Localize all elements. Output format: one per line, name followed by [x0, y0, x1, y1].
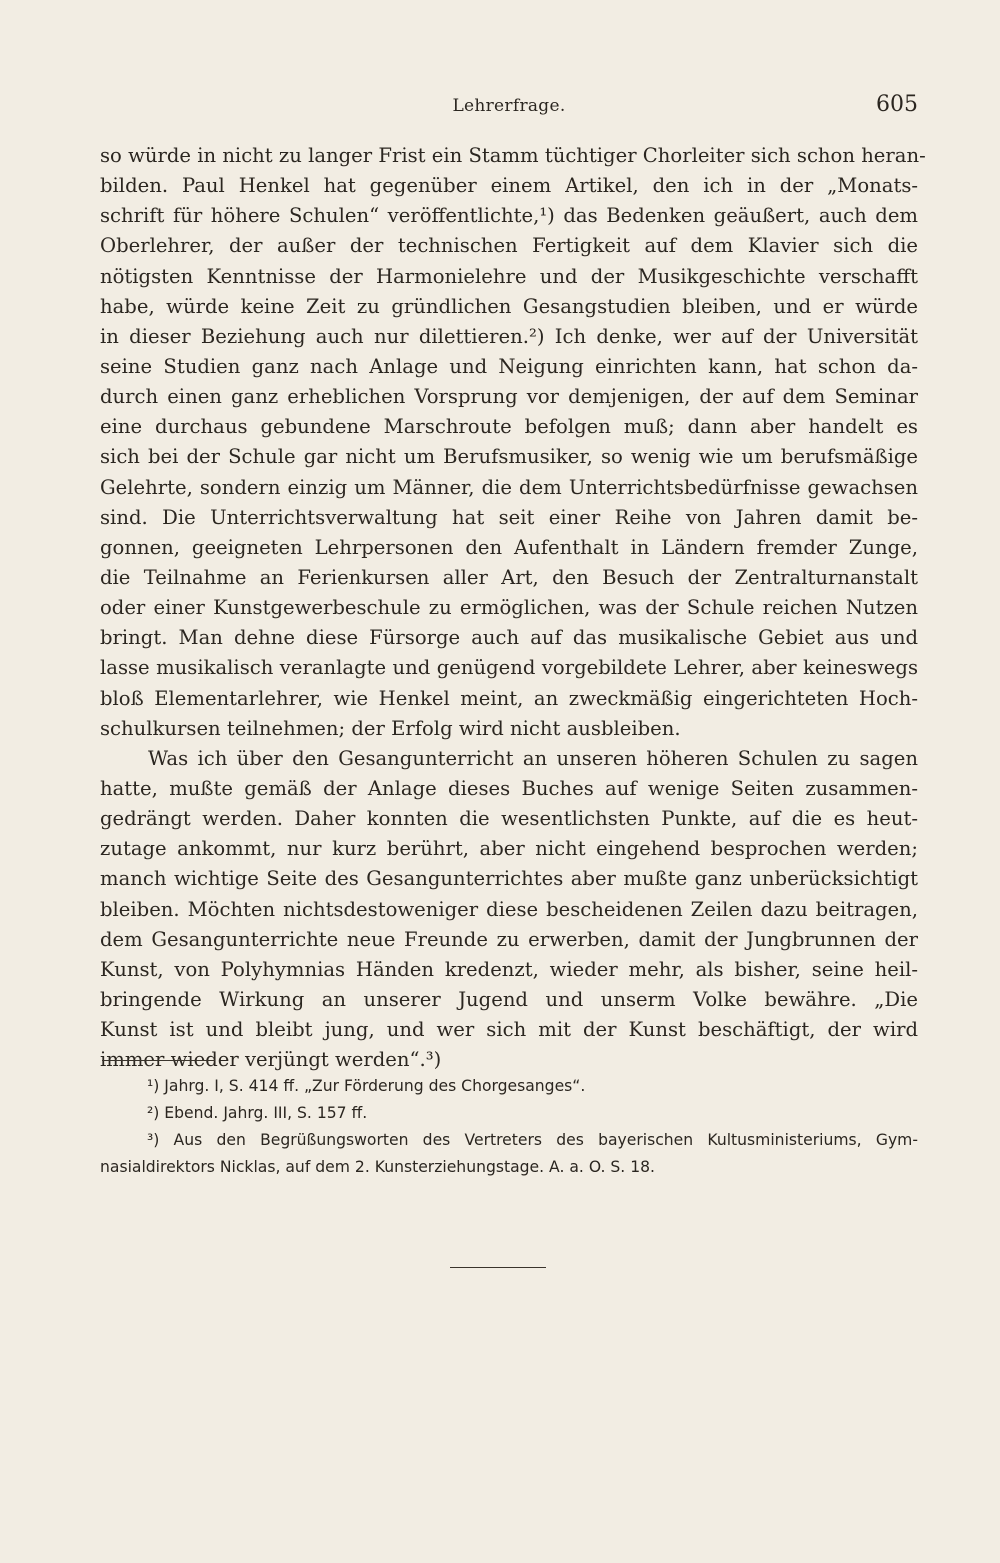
- footnote-3-continuation: nasialdirektors Nicklas, auf dem 2. Kunsterziehungstage. A. a. O. S. 18.: [100, 1158, 656, 1176]
- body-line: oder einer Kunstgewerbeschule zu ermöglichen, was der Schule reichen Nutzen: [100, 596, 918, 620]
- body-line: die Teilnahme an Ferienkursen aller Art, den Besuch der Zentralturnanstalt: [100, 565, 918, 589]
- body-line: bilden. Paul Henkel hat gegenüber einem Artikel, den ich in der „Monats-: [100, 174, 918, 198]
- footnote-separator: [102, 1060, 215, 1061]
- body-line: durch einen ganz erheblichen Vorsprung vor demjenigen, der auf dem Seminar: [100, 385, 918, 409]
- body-line: gedrängt werden. Daher konnten die wesentlichsten Punkte, auf die es heut-: [100, 807, 918, 831]
- paragraph-end-line: schulkursen teilnehmen; der Erfolg wird nicht ausbleiben.: [100, 716, 681, 740]
- body-line: sind. Die Unterrichtsverwaltung hat seit einer Reihe von Jahren damit be-: [100, 505, 918, 529]
- body-text: [100, 141, 926, 1075]
- body-line: Gelehrte, sondern einzig um Männer, die dem Unterrichtsbedürfnisse gewachsen: [100, 475, 918, 499]
- body-line: Kunst ist und bleibt jung, und wer sich mit der Kunst beschäftigt, der wird: [100, 1018, 918, 1042]
- body-line: eine durchaus gebundene Marschroute befolgen muß; dann aber handelt es: [100, 415, 918, 439]
- footnote-3: ³) Aus den Begrüßungsworten des Vertreters des bayerischen Kultusministeriums, Gym-: [147, 1131, 918, 1149]
- body-line: manch wichtige Seite des Gesangunterrichtes aber mußte ganz unberücksichtigt: [100, 867, 918, 891]
- body-line: lasse musikalisch veranlagte und genügend vorgebildete Lehrer, aber keineswegs: [100, 656, 918, 680]
- body-line: so würde in nicht zu langer Frist ein Stamm tüchtiger Chorleiter sich schon heran-: [100, 144, 926, 167]
- running-head: Lehrerfrage.: [452, 96, 566, 116]
- body-line: Kunst, von Polyhymnias Händen kredenzt, wieder mehr, als bisher, seine heil-: [100, 957, 918, 981]
- body-line: nötigsten Kenntnisse der Harmonielehre und der Musikgeschichte verschafft: [100, 264, 918, 288]
- body-line: bringende Wirkung an unserer Jugend und unserm Volke bewähre. „Die: [100, 987, 918, 1011]
- body-line: hatte, mußte gemäß der Anlage dieses Buches auf wenige Seiten zusammen-: [100, 776, 918, 800]
- body-line: habe, würde keine Zeit zu gründlichen Gesangstudien bleiben, und er würde: [100, 294, 918, 318]
- footnotes: [100, 1073, 918, 1181]
- paragraph-start-line: Was ich über den Gesangunterricht an unseren höheren Schulen zu sagen: [148, 746, 918, 770]
- body-line: gonnen, geeigneten Lehrpersonen den Aufenthalt in Ländern fremder Zunge,: [100, 535, 918, 559]
- page-header: [100, 92, 918, 122]
- footnote-1: ¹) Jahrg. I, S. 414 ff. „Zur Förderung des Chorgesanges“.: [147, 1077, 586, 1095]
- page-number: 605: [876, 92, 918, 117]
- body-line: zutage ankommt, nur kurz berührt, aber nicht eingehend besprochen werden;: [100, 837, 918, 861]
- body-line: Oberlehrer, der außer der technischen Fertigkeit auf dem Klavier sich die: [100, 234, 918, 258]
- body-line: in dieser Beziehung auch nur dilettieren.²) Ich denke, wer auf der Universität: [100, 324, 918, 348]
- body-line: seine Studien ganz nach Anlage und Neigung einrichten kann, hat schon da-: [100, 354, 918, 378]
- body-line: dem Gesangunterrichte neue Freunde zu erwerben, damit der Jungbrunnen der: [100, 927, 918, 951]
- section-end-rule: [450, 1267, 546, 1268]
- body-line: bringt. Man dehne diese Fürsorge auch auf das musikalische Gebiet aus und: [100, 626, 918, 650]
- paragraph-end-line: immer wieder verjüngt werden“.³): [100, 1048, 442, 1072]
- body-line: bleiben. Möchten nichtsdestoweniger diese bescheidenen Zeilen dazu beitragen,: [100, 897, 918, 921]
- body-line: sich bei der Schule gar nicht um Berufsmusiker, so wenig wie um berufsmäßige: [100, 445, 918, 469]
- footnote-2: ²) Ebend. Jahrg. III, S. 157 ff.: [147, 1104, 368, 1122]
- body-line: schrift für höhere Schulen“ veröffentlichte,¹) das Bedenken geäußert, auch dem: [100, 204, 918, 228]
- body-line: bloß Elementarlehrer, wie Henkel meint, an zweckmäßig eingerichteten Hoch-: [100, 686, 918, 710]
